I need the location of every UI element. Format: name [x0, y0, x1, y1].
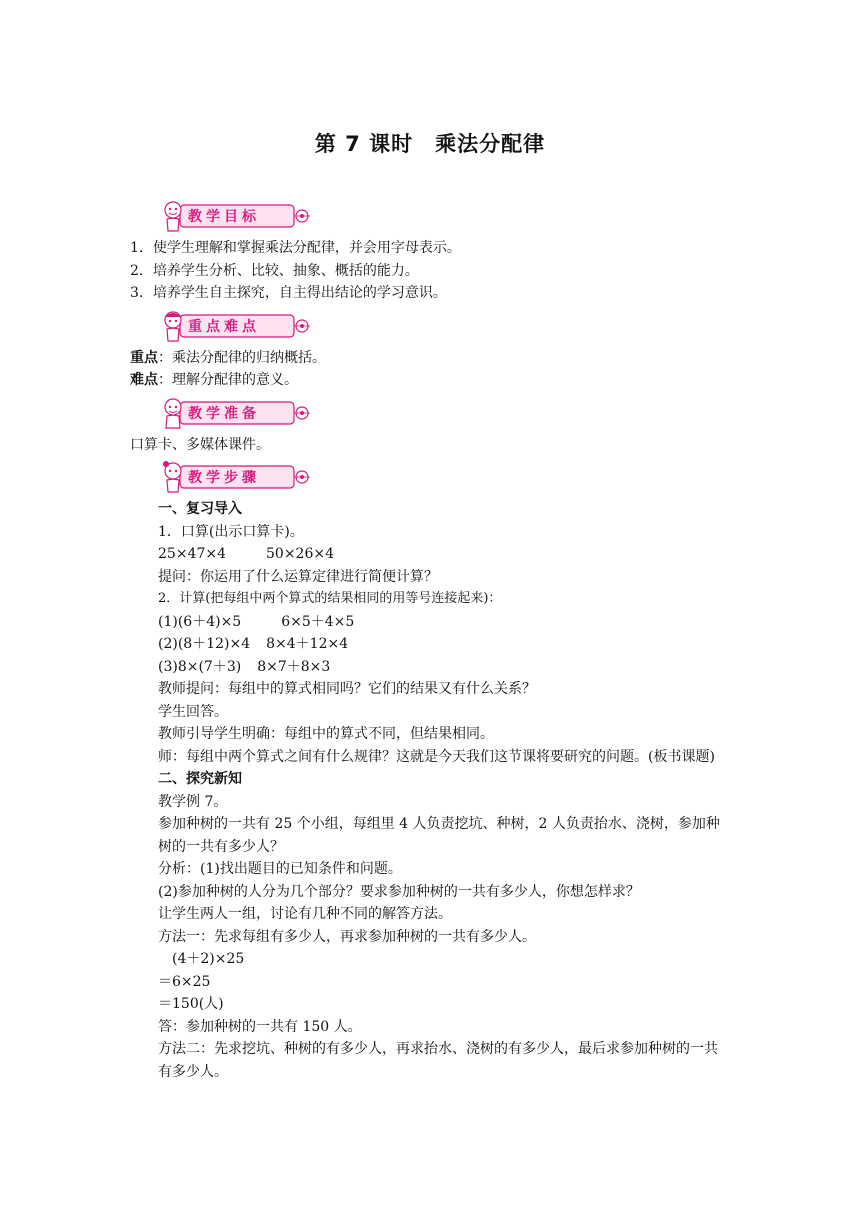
badge-label: 教学准备	[188, 405, 260, 422]
section-badge-keypoints	[158, 307, 318, 345]
step-line: 1．口算(出示口算卡)。	[158, 523, 304, 540]
section-badge-goals	[158, 197, 318, 235]
step-line: 教师提问：每组中的算式相同吗？它们的结果又有什么关系？	[158, 681, 536, 697]
goal-item: 2．培养学生分析、比较、抽象、概括的能力。	[130, 262, 419, 279]
focus-line	[130, 347, 730, 370]
step-line: 方法一：先求每组有多少人，再求参加种树的一共有多少人。	[158, 928, 536, 945]
expr: 25×47×4	[158, 546, 226, 562]
goal-item: 1．使学生理解和掌握乘法分配律，并会用字母表示。	[130, 240, 461, 256]
step-line: 提问：你运用了什么运算定律进行简便计算？	[158, 568, 438, 585]
step-line	[130, 543, 730, 566]
step-line	[130, 633, 730, 656]
focus-label: 重点	[130, 349, 158, 366]
goal-item: 3．培养学生自主探究，自主得出结论的学习意识。	[130, 285, 447, 301]
focus-text: ：乘法分配律的归纳概括。	[158, 349, 326, 366]
step-line: (2)参加种树的人分为几个部分？要求参加种树的一共有多少人，你想怎样求？	[158, 883, 640, 900]
expr: 50×26×4	[266, 546, 334, 562]
calc-line: (4＋2)×25	[172, 951, 245, 967]
expr: 8×4＋12×4	[266, 636, 349, 652]
step-line: 分析：(1)找出题目的已知条件和问题。	[158, 861, 402, 877]
badge-label: 教学步骤	[188, 470, 260, 486]
difficulty-line	[130, 369, 730, 392]
step-line	[130, 656, 730, 679]
badge-label: 重点难点	[188, 318, 260, 335]
step-line	[130, 611, 730, 634]
expr: (1)(6＋4)×5	[158, 613, 242, 630]
step-line: 让学生两人一组，讨论有几种不同的解答方法。	[158, 906, 452, 922]
expr: (2)(8＋12)×4	[158, 636, 251, 652]
difficulty-text: ：理解分配律的意义。	[158, 372, 298, 388]
step-line: 2．计算(把每组中两个算式的结果相同的用等号连接起来)：	[158, 591, 502, 606]
page-title	[0, 128, 860, 158]
prep-text: 口算卡、多媒体课件。	[130, 436, 270, 453]
step-line: 参加种树的一共有 25 个小组，每组里 4 人负责挖坑、种树，2 人负责抬水、浇树，参加种树的一共有多少人？	[158, 816, 720, 855]
difficulty-label: 难点	[130, 372, 158, 388]
calc-line: ＝150(人)	[158, 996, 224, 1012]
title-lesson: 第 7 课时	[314, 132, 414, 156]
step-line: 答：参加种树的一共有 150 人。	[158, 1018, 362, 1035]
badge-label: 教学目标	[188, 209, 260, 225]
heading-review: 一、复习导入	[158, 501, 242, 517]
expr: (3)8×(7＋3)	[158, 658, 242, 675]
section-badge-steps	[158, 458, 318, 496]
section-badge-prep	[158, 394, 318, 432]
heading-explore: 二、探究新知	[158, 771, 242, 787]
expr: 6×5＋4×5	[281, 613, 355, 630]
title-topic: 乘法分配律	[435, 132, 546, 156]
step-line: 学生回答。	[158, 703, 228, 720]
step-line: 师：每组中两个算式之间有什么规律？这就是今天我们这节课将要研究的问题。(板书课题)	[158, 748, 715, 765]
expr: 8×7＋8×3	[257, 658, 331, 675]
calc-line: ＝6×25	[158, 973, 211, 990]
step-line: 教师引导学生明确：每组中的算式不同，但结果相同。	[158, 726, 494, 742]
step-line: 教学例 7。	[158, 793, 228, 810]
step-line: 方法二：先求挖坑、种树的有多少人，再求抬水、浇树的有多少人，最后求参加种树的一共有多少人。	[158, 1041, 718, 1080]
content	[130, 195, 730, 1083]
